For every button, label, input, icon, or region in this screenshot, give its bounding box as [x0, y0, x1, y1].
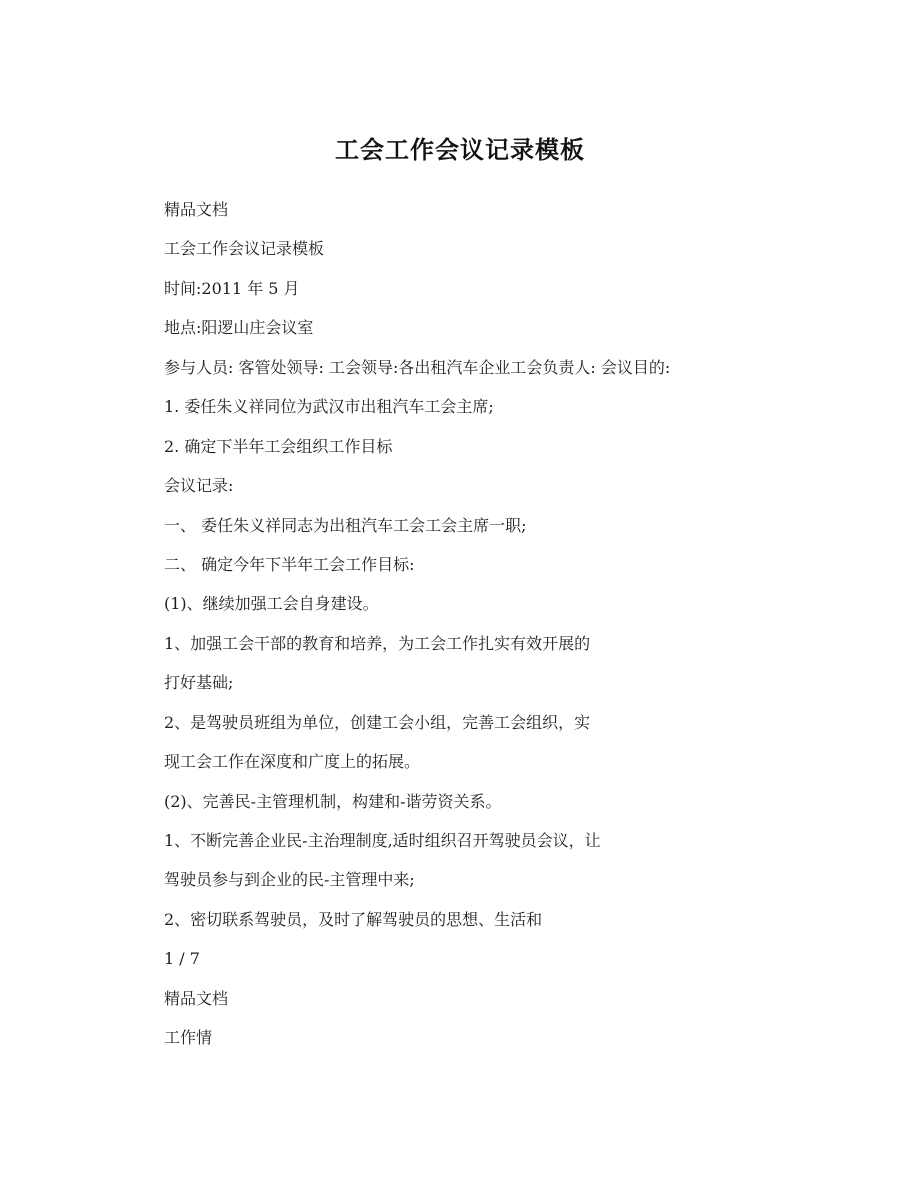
document-title: 工会工作会议记录模板: [335, 135, 585, 164]
paragraph-line: 驾驶员参与到企业的民-主管理中来;: [164, 870, 415, 890]
document-body: [164, 190, 804, 1058]
header-label: 精品文档: [164, 200, 229, 219]
header-label: 精品文档: [164, 988, 229, 1008]
paragraph-line: 工作情: [164, 1028, 213, 1048]
paragraph-line: 现工会工作在深度和广度上的拓展。: [164, 752, 421, 772]
minutes-item-1: 一、 委任朱义祥同志为出租汽车工会工会主席一职;: [164, 515, 527, 535]
participants-line: 参与人员: 客管处领导: 工会领导:各出租汽车企业工会负责人: 会议目的:: [164, 357, 671, 377]
subtitle-line: 工会工作会议记录模板: [164, 239, 325, 259]
section-heading-2: (2)、完善民-主管理机制，构建和-谐劳资关系。: [164, 791, 502, 811]
paragraph-line: 1、加强工会干部的教育和培养，为工会工作扎实有效开展的: [164, 633, 591, 653]
paragraph-line: 1、不断完善企业民-主治理制度,适时组织召开驾驶员会议，让: [164, 831, 601, 850]
page-number: 1 / 7: [164, 949, 200, 969]
paragraph-line: 打好基础;: [164, 673, 234, 693]
meeting-time: 时间:2011 年 5 月: [164, 278, 300, 298]
minutes-heading: 会议记录:: [164, 476, 234, 496]
section-heading-1: (1)、继续加强工会自身建设。: [164, 594, 379, 614]
purpose-item-1: 1. 委任朱义祥同位为武汉市出租汽车工会主席;: [164, 397, 494, 417]
minutes-item-2: 二、 确定今年下半年工会工作目标:: [164, 554, 415, 574]
purpose-item-2: 2. 确定下半年工会组织工作目标: [164, 436, 393, 456]
paragraph-line: 2、是驾驶员班组为单位，创建工会小组，完善工会组织，实: [164, 712, 591, 732]
meeting-location: 地点:阳逻山庄会议室: [164, 318, 314, 338]
paragraph-line: 2、密切联系驾驶员，及时了解驾驶员的思想、生活和: [164, 909, 543, 929]
